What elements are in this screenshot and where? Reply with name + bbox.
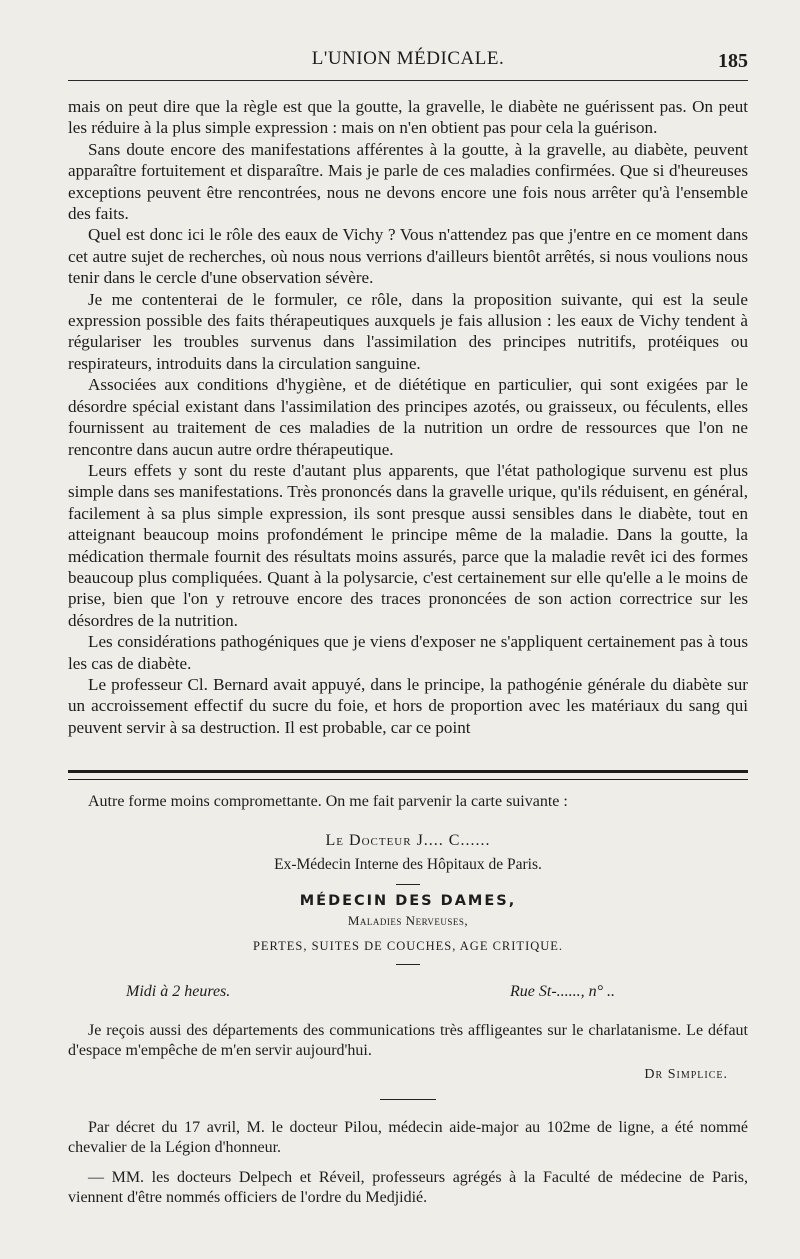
article-paragraph: Associées aux conditions d'hygiène, et de diététique en particulier, qui sont exigées par le désordre spécial existant dans l'assimilation des principes azotés, ou graisseux, ou féculents, elles fournissent au traitement de ces maladies de la nutrition un ordre de ressources que l'on ne rencontre dans aucun autre ordre thérapeutique.	[68, 375, 748, 459]
doctor-name-text: Le Docteur J.... C......	[325, 832, 491, 849]
article-paragraph: Quel est donc ici le rôle des eaux de Vichy ? Vous n'attendez pas que j'entre en ce moment dans cet autre sujet de recherches, où nous nous verrions d'ailleurs bientôt arrêtés, si nous voulions nous tenir dans le cercle d'une observation sévère.	[68, 225, 748, 288]
article-paragraph: Leurs effets y sont du reste d'autant plus apparents, que l'état pathologique survenu est plus simple dans ses manifestations. Très prononcés dans la gravelle urique, qu'ils réduisent, en général, facilement à sa plus simple expression, ils sont presque aussi sensibles dans le diabète, tout en atteignant beaucoup moins profondément le principe même de la maladie. Dans la goutte, la médication thermale fournit des résultats moins assurés, parce que la maladie revêt ici des formes beaucoup plus compliquées. Quant à la polysarcie, c'est certainement sur elle qu'elle a le moins de prise, bien que l'on y retrouve encore des traces prononcées de son action correctrice sur les désordres de la nutrition.	[68, 460, 748, 630]
signature	[68, 1067, 728, 1083]
address: Rue St-......, n° ..	[510, 983, 616, 1000]
article-body	[68, 96, 748, 738]
card-rule	[396, 884, 420, 885]
conditions-line: PERTES, SUITES DE COUCHES, AGE CRITIQUE.	[252, 939, 564, 953]
page-header	[68, 44, 748, 76]
article-paragraph: mais on peut dire que la règle est que la goutte, la gravelle, le diabète ne guérissent pas. On peut les réduire à la plus simple expression : mais on n'en obtient pas pour cela la guérison.	[68, 97, 748, 138]
article-paragraph: Les considérations pathogéniques que je viens d'exposer ne s'appliquent certainement pas à tous les cas de diabète.	[68, 632, 748, 673]
page-number: 185	[718, 50, 748, 72]
card-footer	[68, 983, 748, 1005]
ad-note: Je reçois aussi des départements des communications très affligeantes sur le charlatanisme. Le défaut d'espace m'empêche de m'en servir aujourd'hui.	[68, 1022, 748, 1059]
news-item: — MM. les docteurs Delpech et Réveil, professeurs agrégés à la Faculté de médecine de Paris, viennent d'être nommés officiers de l'ordre du Medjidié.	[68, 1169, 748, 1206]
signature-text: Dr Simplice.	[644, 1067, 728, 1082]
doctor-title: Ex-Médecin Interne des Hôpitaux de Paris.	[274, 856, 542, 873]
maladies-line: Maladies Nerveuses,	[347, 913, 469, 928]
article-paragraph: Le professeur Cl. Bernard avait appuyé, dans le principe, la pathogénie générale du diabète sur un accroissement effectif du sucre du foie, et hors de proportion avec les matériaux du sang qui peuvent servir à sa destruction. Il est probable, car ce point	[68, 674, 748, 737]
doctor-specialty: MÉDECIN DES DAMES,	[299, 893, 517, 909]
consultation-hours: Midi à 2 heures.	[126, 983, 231, 1000]
card-rule	[396, 964, 420, 965]
running-title: L'UNION MÉDICALE.	[311, 48, 505, 69]
news-divider	[380, 1099, 436, 1100]
doctor-name	[68, 832, 748, 850]
article-paragraph: Sans doute encore des manifestations afférentes à la goutte, à la gravelle, au diabète, peuvent apparaître fortuitement et disparaître. Mais je parle de ces maladies confirmées. Que si d'heureuses exceptions peuvent être rencontrées, nous ne devons encore une fois nous arrêter qu'à l'ensemble des faits.	[68, 139, 748, 224]
news-item: Par décret du 17 avril, M. le docteur Pilou, médecin aide-major au 102me de ligne, a été nommé chevalier de la Légion d'honneur.	[68, 1119, 748, 1156]
feuilleton-section	[68, 792, 748, 1208]
section-divider	[68, 770, 748, 780]
article-paragraph: Je me contenterai de le formuler, ce rôle, dans la proposition suivante, qui est la seule expression possible des faits thérapeutiques auxquels je fais allusion : les eaux de Vichy tendent à régulariser les troubles survenus dans l'assimilation des principes nutritifs, protéiques ou respirateurs, introduits dans la circulation sanguine.	[68, 289, 748, 373]
ad-intro: Autre forme moins compromettante. On me fait parvenir la carte suivante :	[88, 793, 568, 810]
header-rule	[68, 80, 748, 81]
